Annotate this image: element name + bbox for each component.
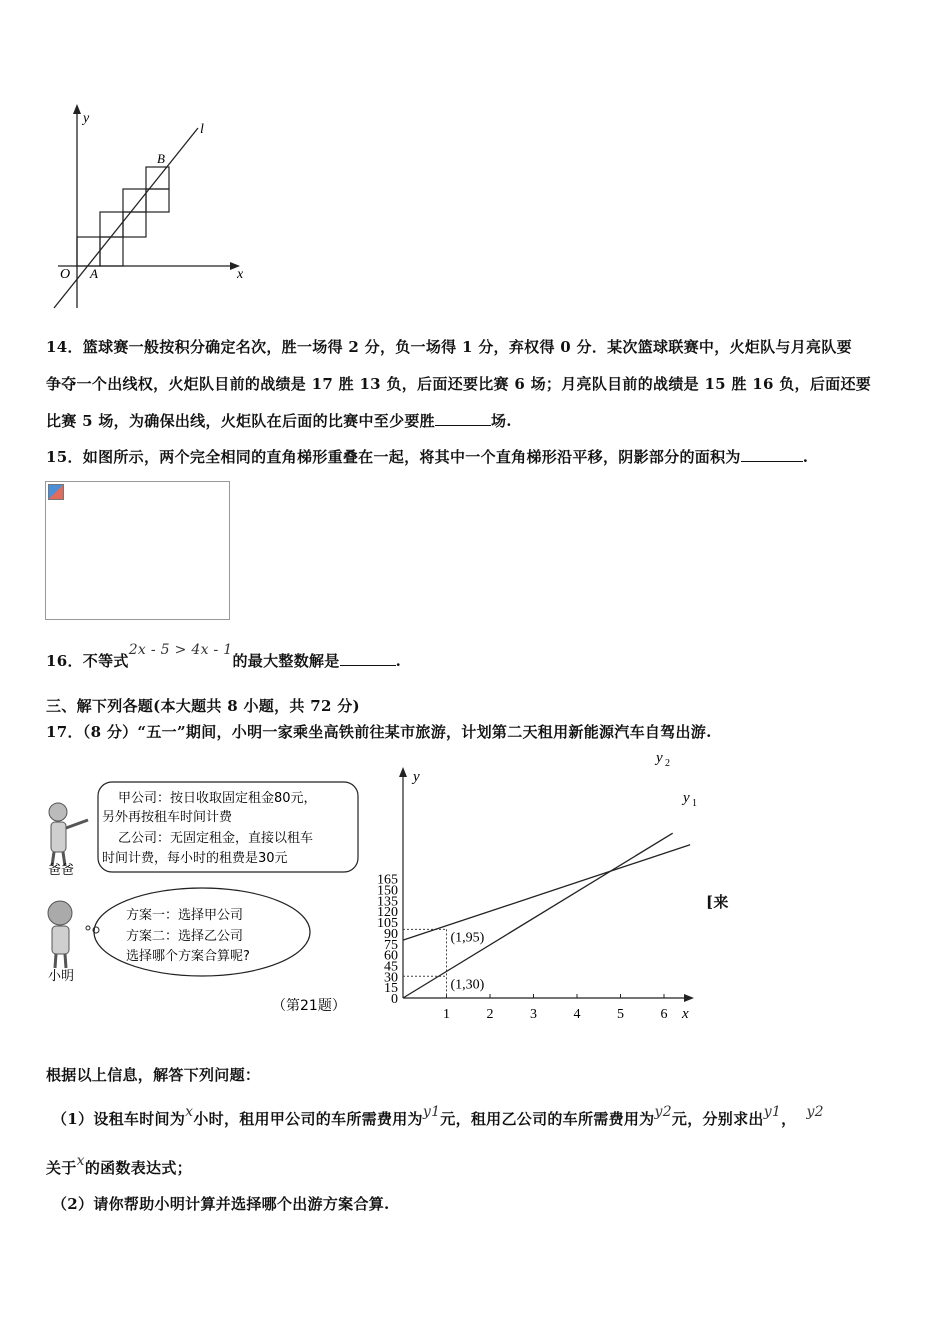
q17-illustration bbox=[40, 770, 370, 1020]
q16-prefix: 16．不等式 bbox=[46, 652, 129, 670]
y-axis-arrow bbox=[73, 104, 81, 114]
chart-label-y2: y bbox=[656, 750, 663, 766]
chart-series-y1 bbox=[403, 845, 690, 940]
q14-line2: 争夺一个出线权，火炬队目前的战绩是 17 胜 13 负，后面还要比赛 6 场；月亮队目前的战绩是 15 胜 16 负，后面还要 bbox=[46, 375, 872, 393]
chart-y-tick-135: 135 bbox=[377, 894, 398, 910]
q14-line3-text: 比赛 5 场，为确保出线，火炬队在后面的比赛中至少要胜 bbox=[46, 412, 435, 430]
xiaoming-figure bbox=[48, 901, 72, 968]
chart-series-y2 bbox=[403, 833, 673, 998]
chart-y-tick-120: 120 bbox=[377, 905, 398, 921]
fig13-point-b: B bbox=[157, 151, 165, 166]
chart-y-tick-45: 45 bbox=[384, 959, 398, 975]
q17-p1-line2-b: 的函数表达式； bbox=[84, 1159, 192, 1177]
chart-y-tick-75: 75 bbox=[384, 937, 398, 953]
q15-text: 15．如图所示，两个完全相同的直角梯形重叠在一起，将其中一个直角梯形沿平移，阴影部分的面积为 bbox=[46, 448, 741, 466]
q17-p1-a: （1）设租车时间为 bbox=[52, 1110, 186, 1128]
dad-label: 爸爸 bbox=[48, 863, 75, 878]
broken-image-icon bbox=[48, 484, 64, 500]
q14-line3 bbox=[46, 410, 512, 431]
dad-bubble-line-3: 乙公司：无固定租金，直接以租车 bbox=[118, 831, 314, 846]
q15-answer-blank[interactable] bbox=[741, 447, 803, 462]
dad-figure bbox=[49, 803, 88, 866]
q17-p1-d: 元，分别求出 bbox=[671, 1110, 764, 1128]
chart-annotation-0: (1,95) bbox=[450, 930, 485, 946]
chart-label-y1: y bbox=[683, 790, 690, 806]
q14-line1: 14．篮球赛一般按积分确定名次，胜一场得 2 分，负一场得 1 分，弃权得 0 分．某次篮球联赛中，火炬队与月亮队要 bbox=[46, 338, 852, 356]
chart-x-tick-2: 2 bbox=[486, 1007, 494, 1022]
line-l bbox=[54, 128, 198, 308]
q17-p1-line2-x: x bbox=[76, 1153, 85, 1169]
fig13-line-label: l bbox=[200, 122, 204, 137]
chart-y-arrow bbox=[399, 767, 407, 777]
dad-bubble-line-4: 时间计费，每小时的租费是30元 bbox=[102, 851, 288, 866]
chart-label-y2-sub: 2 bbox=[665, 758, 670, 769]
chart-y-tick-150: 150 bbox=[377, 883, 398, 899]
q17-p1-x: x bbox=[185, 1104, 194, 1120]
chart-y-tick-15: 15 bbox=[384, 981, 398, 997]
q17-p1-c: 元，租用乙公司的车所需费用为 bbox=[440, 1110, 655, 1128]
q17-part2: （2）请你帮助小明计算并选择哪个出游方案合算. bbox=[52, 1195, 390, 1213]
chart-annotation-1: (1,30) bbox=[450, 977, 485, 993]
dad-bubble-line-2: 另外再按租车时间计费 bbox=[102, 810, 233, 825]
side-note: [来 bbox=[706, 893, 729, 911]
q17-part1 bbox=[52, 1104, 824, 1129]
q15-end: . bbox=[802, 448, 809, 466]
chart-y-tick-165: 165 bbox=[377, 872, 398, 888]
xiaoming-bubble-line-3: 选择哪个方案合算呢? bbox=[126, 949, 250, 964]
chart-label-y1-sub: 1 bbox=[692, 798, 697, 809]
chart-y-label: y bbox=[413, 769, 420, 785]
chart-x-tick-4: 4 bbox=[573, 1007, 581, 1022]
fig13-point-a: A bbox=[90, 266, 98, 281]
q17-info: 根据以上信息，解答下列问题： bbox=[46, 1066, 261, 1084]
chart-x-label: x bbox=[682, 1006, 689, 1022]
xiaoming-bubble-line-1: 方案一：选择甲公司 bbox=[126, 908, 244, 923]
q15-image-placeholder bbox=[45, 481, 230, 620]
fig13-y-label: y bbox=[83, 111, 90, 126]
fig13-x-label: x bbox=[237, 267, 244, 282]
chart-y-tick-30: 30 bbox=[384, 970, 398, 986]
q17-p1-f: ， bbox=[781, 1110, 797, 1128]
q17-part1-line2 bbox=[46, 1153, 192, 1178]
chart-x-tick-5: 5 bbox=[617, 1007, 624, 1022]
q17-p1-y2: y2 bbox=[654, 1104, 672, 1120]
dad-bubble-line-1: 甲公司：按日收取固定租金80元， bbox=[118, 791, 317, 806]
xiaoming-bubble-line-2: 方案二：选择乙公司 bbox=[126, 929, 244, 944]
fig13-origin-label: O bbox=[60, 267, 71, 282]
chart-x-tick-3: 3 bbox=[530, 1007, 537, 1022]
q16-line bbox=[46, 642, 402, 671]
q17-p1-e: y1 bbox=[763, 1104, 782, 1120]
chart-y-tick-60: 60 bbox=[384, 948, 398, 964]
chart-x-tick-6: 6 bbox=[660, 1007, 668, 1022]
chart-y-tick-90: 90 bbox=[384, 926, 398, 942]
q17-p1-y1: y1 bbox=[422, 1104, 441, 1120]
q15-line bbox=[46, 446, 808, 467]
q17-intro: 17．（8 分）“五一”期间，小明一家乘坐高铁前往某市旅游，计划第二天租用新能源汽车自驾出游. bbox=[46, 723, 712, 741]
q14-line3-end: 场. bbox=[490, 412, 512, 430]
q17-chart bbox=[360, 745, 705, 1025]
chart-y-tick-105: 105 bbox=[377, 916, 398, 932]
q17-p1-b: 小时，租用甲公司的车所需费用为 bbox=[193, 1110, 423, 1128]
q14-answer-blank[interactable] bbox=[435, 411, 491, 426]
q16-answer-blank[interactable] bbox=[340, 651, 396, 666]
fig-caption: （第21题） bbox=[272, 998, 346, 1014]
xiaoming-label: 小明 bbox=[48, 969, 75, 984]
chart-x-arrow bbox=[684, 994, 694, 1002]
q17-p1-g: y2 bbox=[806, 1104, 824, 1120]
q13-figure bbox=[40, 100, 260, 315]
q17-p1-line2-a: 关于 bbox=[46, 1159, 77, 1177]
q16-suffix: 的最大整数解是 bbox=[232, 652, 340, 670]
chart-x-tick-1: 1 bbox=[443, 1007, 450, 1022]
section3-heading: 三、解下列各题(本大题共 8 小题，共 72 分) bbox=[46, 697, 360, 715]
q16-end: . bbox=[395, 652, 402, 670]
chart-y-tick-0: 0 bbox=[391, 992, 398, 1007]
q16-inequality: 2x - 5 > 4x - 1 bbox=[128, 642, 233, 658]
